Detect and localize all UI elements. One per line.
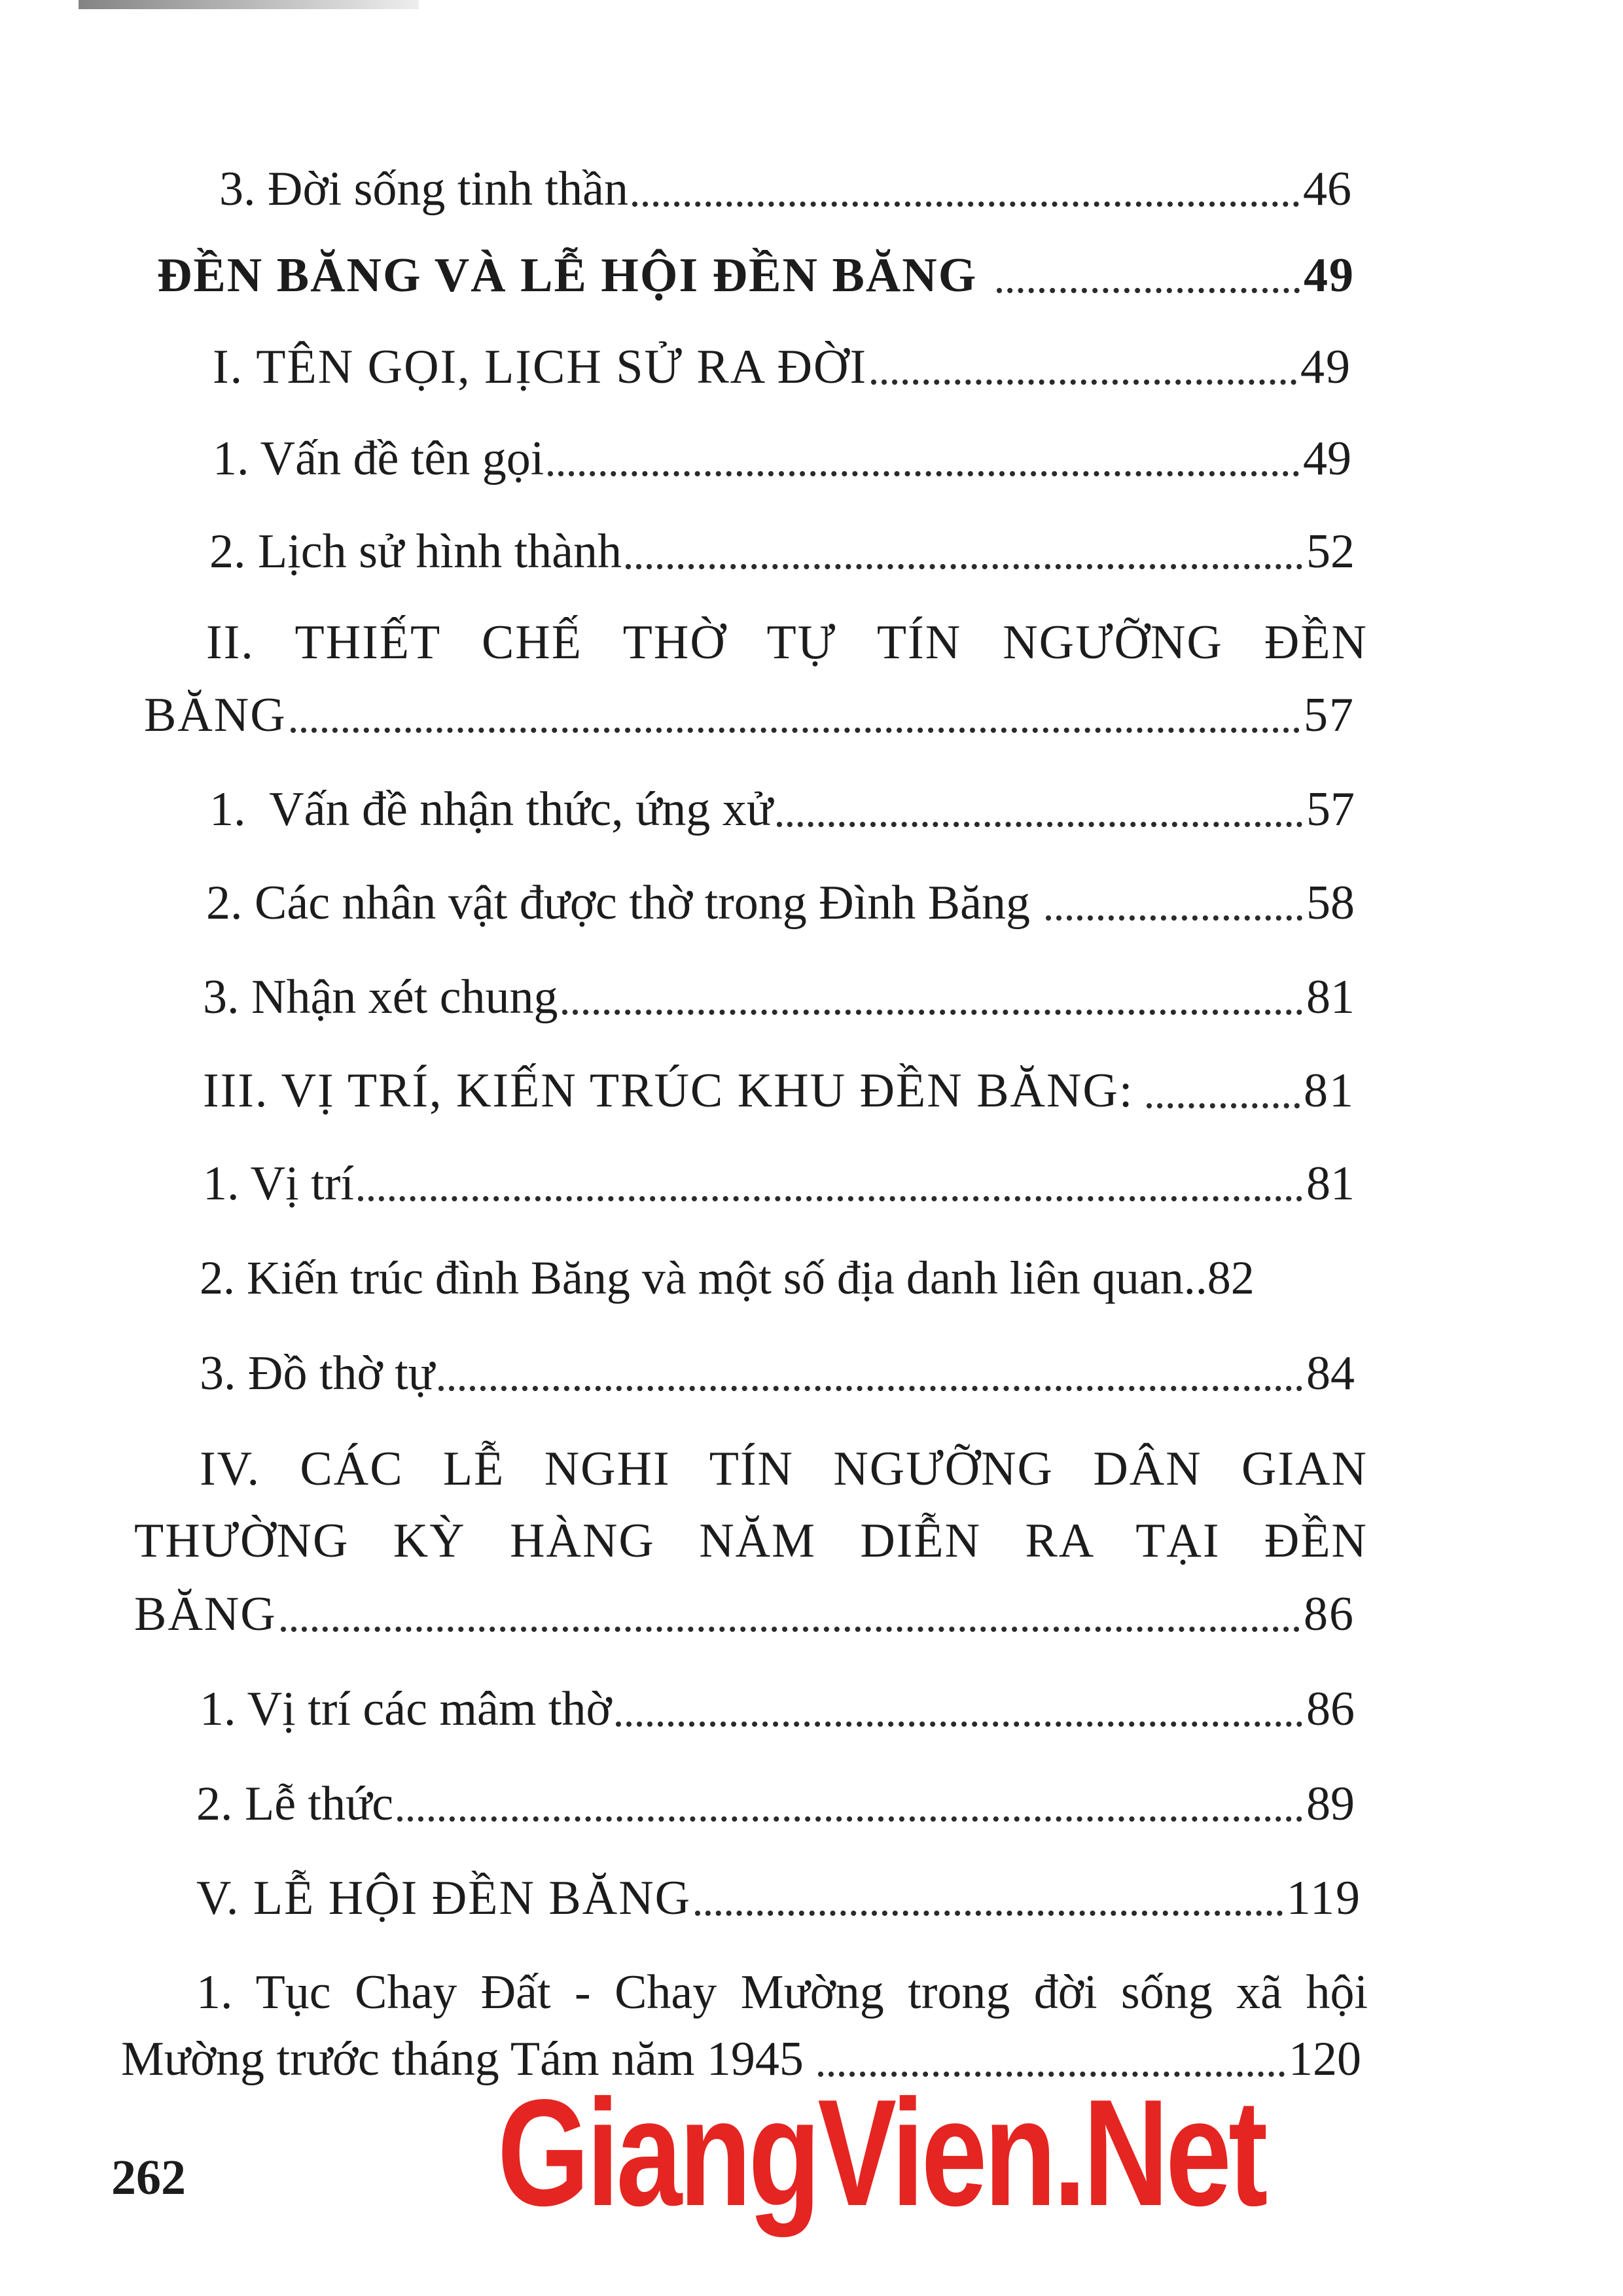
toc-entry-label: 3. Đồ thờ tự [200,1347,435,1400]
toc-entry-page: 81 [1306,1157,1355,1210]
toc-entry [203,1159,1355,1208]
toc-entry [206,876,1355,930]
toc-entry [134,1587,1355,1641]
toc-entry-label: V. LỄ HỘI ĐỀN BĂNG [196,1871,692,1925]
dot-leader [1147,1103,1300,1108]
toc-entry-label: 1. Vấn đề nhận thức, ứng xử [209,783,773,836]
toc-entry-page: 119 [1286,1871,1361,1925]
toc-entry [219,162,1351,216]
toc-entry-label: III. VỊ TRÍ, KIẾN TRÚC KHU ĐỀN BĂNG: [203,1064,1134,1118]
dot-leader [291,728,1300,733]
toc-entry [203,1064,1355,1118]
toc-entry-page: 84 [1306,1347,1355,1400]
toc-entry [209,785,1355,834]
toc-entry-page: 46 [1303,162,1351,216]
toc-entry-label-line: 1. Tục Chay Đất - Chay Mường trong đời sống xã hội [196,1966,1368,2019]
dot-leader [777,822,1302,827]
dot-leader [438,1386,1302,1391]
dot-leader [695,1911,1283,1916]
dot-leader [626,564,1302,569]
toc-entry-page: 49 [1303,432,1351,486]
dot-leader [1046,915,1302,921]
toc-entry-page: 57 [1304,688,1355,742]
dot-leader [616,1722,1302,1727]
toc-entry-label: 2. Các nhân vật được thờ trong Đình Băng [206,876,1030,930]
dot-leader [548,471,1299,476]
toc-entry-page: 81 [1304,1064,1355,1118]
toc-entry-label: 3. Đời sống tinh thần [219,162,628,216]
toc-entry-label: 1. Vấn đề tên gọi [213,432,544,486]
dot-leader [997,288,1300,293]
dot-leader [562,1010,1302,1015]
dot-leader [358,1196,1302,1201]
toc-entry-label: 2. Lịch sử hình thành [209,525,622,578]
toc-entry [203,970,1355,1024]
toc-entry-page: 82 [1207,1252,1255,1304]
toc-entry [200,1682,1355,1736]
toc-entry-label-line: II. THIẾT CHẾ THỜ TỰ TÍN NGƯỠNG ĐỀN [206,616,1368,669]
toc-entry [144,688,1355,742]
toc-entry-page: 49 [1304,249,1355,302]
dot-leader [871,380,1296,385]
toc-entry [200,1349,1355,1398]
toc-entry-page: 49 [1300,340,1351,394]
toc-entry-label: 2. Lễ thức [196,1777,394,1831]
toc-entry-label: 3. Nhận xét chung [203,970,558,1024]
toc-entry [200,1252,1368,1304]
toc-entry-page: 86 [1304,1587,1355,1641]
toc-entry [196,1871,1361,1925]
toc-entry-page: 89 [1306,1777,1355,1831]
toc-entry-page: 86 [1306,1682,1355,1736]
toc-entry-label: Mường trước tháng Tám năm 1945 [121,2032,804,2086]
toc-entry [209,527,1355,576]
watermark-logo: GiangVien.Net [497,2068,1265,2238]
toc-entry-page: 81 [1306,970,1355,1024]
toc-entry [213,432,1351,486]
toc-entry [157,251,1355,300]
toc-entry [196,1777,1355,1831]
toc-entry-label: 2. Kiến trúc đình Băng và một số địa danh liên quan.. [200,1252,1207,1304]
toc-entry-page: 52 [1306,525,1355,578]
toc-entry-label: 1. Vị trí các mâm thờ [200,1682,612,1736]
toc-entry [213,340,1351,394]
toc-entry-label: I. TÊN GỌI, LỊCH SỬ RA ĐỜI [213,340,868,394]
toc-entry-page: 58 [1306,876,1355,930]
toc-entry-label-line: THƯỜNG KỲ HÀNG NĂM DIỄN RA TẠI ĐỀN [134,1514,1368,1568]
dot-leader [632,202,1299,207]
toc-entry-label: BĂNG [144,688,287,742]
toc-entry-page: 120 [1289,2032,1361,2086]
toc-entry-label: 1. Vị trí [203,1157,354,1210]
page-number: 262 [111,2150,186,2205]
toc-entry-page: 57 [1306,783,1355,836]
toc-entry-label: BĂNG [134,1587,277,1641]
toc-entry-label-line: IV. CÁC LỄ NGHI TÍN NGƯỠNG DÂN GIAN [200,1442,1368,1496]
toc-entry-label: ĐỀN BĂNG VÀ LỄ HỘI ĐỀN BĂNG [157,249,978,302]
dot-leader [397,1816,1302,1822]
dot-leader [281,1627,1300,1632]
